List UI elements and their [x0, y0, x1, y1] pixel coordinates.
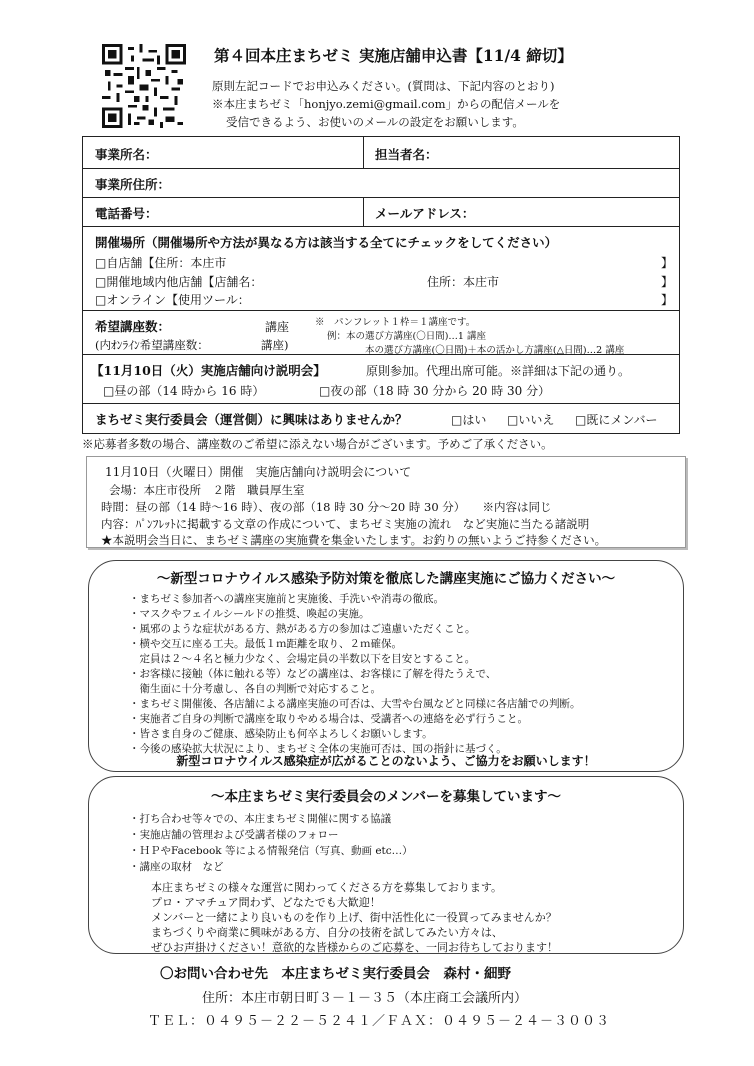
bracket-close: 】 [661, 293, 674, 307]
briefing-title: 11月10日（火曜日）開催 実施店舗向け説明会について [105, 465, 412, 479]
business-name-field[interactable]: 事業所名： [95, 147, 158, 162]
contact-heading: 〇お問い合わせ先 本庄まちゼミ実行委員会 森村・細野 [160, 966, 511, 982]
list-item: ・実施店舗の管理および受講者様のフォロー [129, 829, 339, 841]
briefing-box [86, 456, 686, 548]
list-item: ・マスクやフェイルシールドの推奨、喚起の実施。 [129, 608, 370, 620]
header-note: 受信できるよう、お使いのメールの設定をお願いします。 [226, 115, 524, 129]
list-item: ・ＨＰやFacebook 等による情報発信（写真、動画 etc…） [129, 845, 413, 857]
committee-member-checkbox[interactable]: □既にメンバー [575, 413, 658, 427]
list-item: ・実施者ご自身の判断で講座を取りやめる場合は、受講者への連絡を必ず行うこと。 [129, 713, 528, 725]
list-item: ・横や交互に座る工夫。最低１ｍ距離を取り、２ｍ確保。 [129, 638, 402, 650]
venue-online-checkbox[interactable]: □オンライン【使用ツール： [95, 293, 250, 307]
session-day-checkbox[interactable]: □昼の部（14 時から 16 時） [103, 384, 265, 398]
page-title: 第４回本庄まちゼミ 実施店舗申込書【11/4 締切】 [214, 46, 573, 65]
list-item: 衛生面に十分考慮し、各自の判断で対応すること。 [129, 683, 381, 695]
courses-note: 本の選び方講座(〇日間)＋本の活かし方講座(△日間)…2 講座 [365, 345, 625, 356]
list-item: ・お客様に接触（体に触れる等）などの講座は、お客様に了解を得たうえで、 [129, 668, 497, 680]
email-field[interactable]: メールアドレス： [375, 206, 475, 221]
header-note: ※本庄まちゼミ「honjyo.zemi@gmail.com」からの配信メールを [212, 97, 561, 111]
venue-other-checkbox[interactable]: □開催地域内他店舗【店舗名： [95, 275, 263, 289]
capacity-warning: ※応募者多数の場合、講座数のご希望に添えない場合がございます。予めご了承ください。 [82, 437, 553, 451]
courses-unit: 講座 [265, 320, 290, 334]
venue-title: 開催場所（開催場所や方法が異なる方は該当する全てにチェックをしてください） [95, 235, 558, 250]
venue-own-checkbox[interactable]: □自店舗【住所：本庄市 [95, 256, 227, 270]
bracket-close: 】 [661, 275, 674, 289]
committee-no-checkbox[interactable]: □いいえ [507, 413, 555, 427]
list-item: 定員は２～４名と極力少なく、会場定員の半数以下を目安とすること。 [129, 653, 476, 665]
contact-phone[interactable]: ＴＥＬ：０４９５－２２－５２４１／ＦＡＸ：０４９５－２４－３００３ [148, 1014, 611, 1029]
contact-person-field[interactable]: 担当者名： [375, 147, 438, 162]
committee-yes-checkbox[interactable]: □はい [451, 413, 487, 427]
phone-field[interactable]: 電話番号： [95, 206, 158, 221]
recruit-message: プロ・アマチュア問わず、どなたでも大歓迎！ [151, 896, 381, 909]
address-field[interactable]: 事業所住所： [95, 177, 171, 192]
covid-box [88, 560, 684, 772]
recruit-box [88, 776, 684, 954]
recruit-message: ぜひお声掛けください！意欲的な皆様からのご応募を、一同お待ちしております！ [151, 941, 558, 954]
session-title: 【11月10日（火）実施店舗向け説明会】 [91, 363, 326, 378]
list-item: ・講座の取材 など [129, 861, 224, 873]
contact-address: 住所：本庄市朝日町３－１－３５（本庄商工会議所内） [202, 991, 528, 1006]
list-item: ・皆さま自身のご健康、感染防止も何卒よろしくお願いします。 [129, 728, 433, 740]
list-item: ・まちゼミ開催後、各店舗による講座実施の可否は、大雪や台風などと同様に各店舗での判断。 [129, 698, 581, 710]
list-item: ・今後の感染拡大状況により、まちゼミ全体の実施可否は、国の指針に基づく。 [129, 743, 507, 755]
session-note: 原則参加。代理出席可能。※詳細は下記の通り。 [366, 364, 631, 378]
list-item: ・打ち合わせ等々での、本庄まちゼミ開催に関する協議 [129, 813, 392, 825]
briefing-time: 時間：昼の部（14 時～16 時）、夜の部（18 時 30 分～20 時 30 分） ※内容は同じ [101, 500, 552, 514]
courses-label: 希望講座数： [95, 319, 171, 334]
list-item: ・風邪のような症状がある方、熱がある方の参加はご遠慮いただくこと。 [129, 623, 476, 635]
recruit-message: まちづくりや商業に興味がある方、自分の技術を試してみたい方々は、 [151, 926, 503, 939]
online-courses-label: (内ｵﾝﾗｲﾝ希望講座数： [95, 338, 209, 352]
list-item: ・まちゼミ参加者への講座実施前と実施後、手洗いや消毒の徹底。 [129, 593, 444, 605]
venue-other-address: 住所：本庄市 [427, 275, 500, 289]
briefing-content: 内容：ﾊﾟﾝﾌﾚｯﾄに掲載する文章の作成について、まちゼミ実施の流れ など実施に当たる諸説明 [101, 517, 590, 531]
header-note: 原則左記コードでお申込みください。(質問は、下記内容のとおり) [212, 79, 555, 93]
online-courses-unit: 講座) [261, 338, 289, 352]
briefing-venue: 会場：本庄市役所 ２階 職員厚生室 [109, 483, 305, 497]
covid-heading: ～新型コロナウイルス感染予防対策を徹底した講座実施にご協力ください～ [156, 571, 616, 587]
recruit-message: 本庄まちゼミの様々な運営に関わってくださる方を募集しております。 [151, 881, 503, 894]
committee-question: まちゼミ実行委員会（運営側）に興味はありませんか？ [95, 412, 408, 427]
session-night-checkbox[interactable]: □夜の部（18 時 30 分から 20 時 30 分） [319, 384, 551, 398]
briefing-fee: ★本説明会当日に、まちゼミ講座の実施費を集金いたします。お釣りの無いようご持参ください。 [101, 533, 607, 547]
qr-code-icon[interactable] [102, 44, 186, 128]
bracket-close: 】 [661, 256, 674, 270]
courses-note: ※ パンフレット１枠＝１講座です。 [315, 317, 476, 328]
application-form [82, 136, 680, 434]
covid-closing: 新型コロナウイルス感染症が広がることのないよう、ご協力をお願いします！ [176, 754, 596, 768]
recruit-message: メンバーと一緒により良いものを作り上げ、街中活性化に一役買ってみませんか？ [151, 911, 557, 924]
recruit-heading: ～本庄まちゼミ実行委員会のメンバーを募集しています～ [210, 789, 562, 805]
courses-note: 例：本の選び方講座(〇日間)…1 講座 [327, 331, 486, 342]
